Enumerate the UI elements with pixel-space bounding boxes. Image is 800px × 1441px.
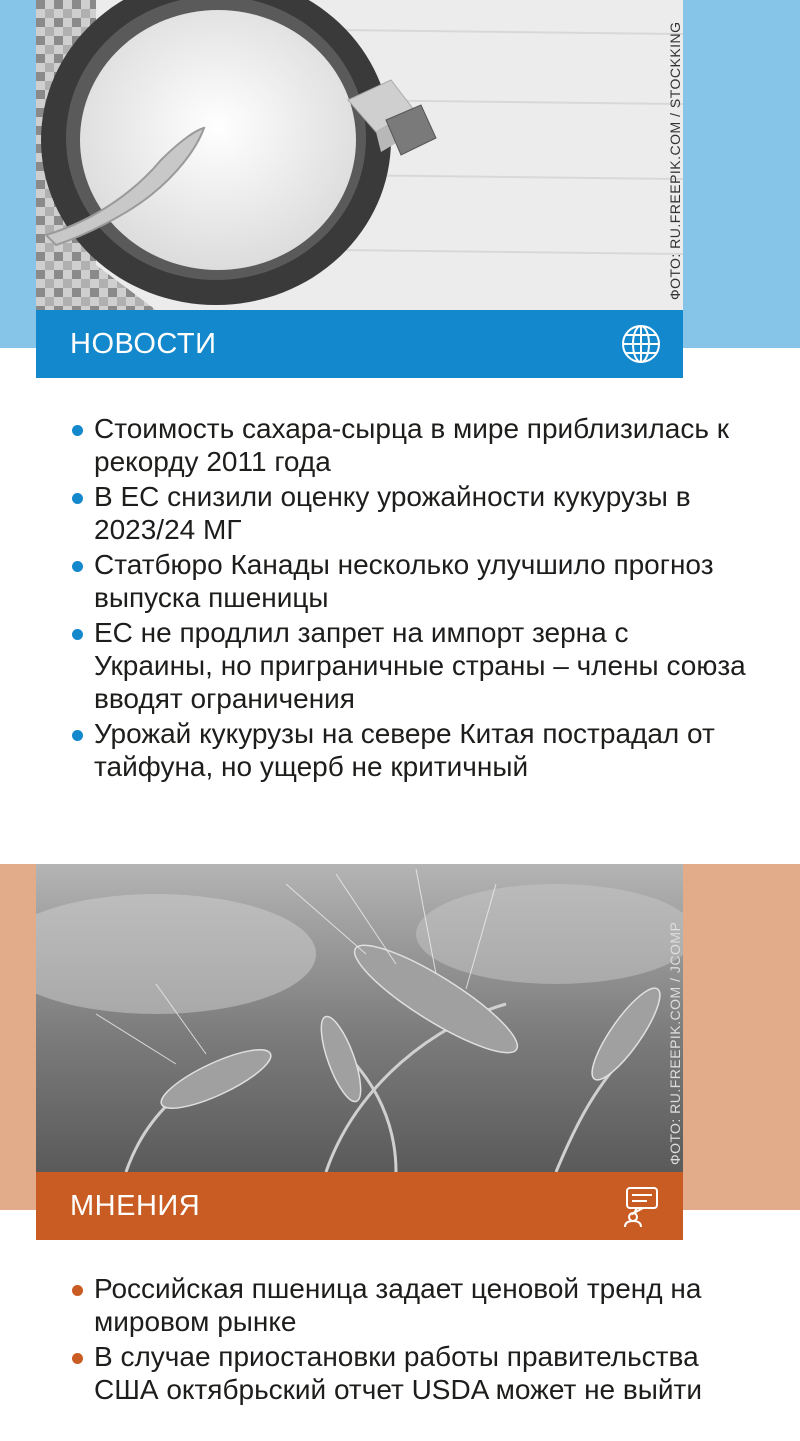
wheat-field-photo [36,864,683,1172]
news-item: Стоимость сахара-сырца в мире приблизилась к рекорду 2011 года [72,412,752,478]
news-section-title: НОВОСТИ [70,327,217,360]
news-item: Статбюро Канады несколько улучшило прогноз выпуска пшеницы [72,548,752,614]
opinions-section-header [36,1172,683,1240]
opinion-item: В случае приостановки работы правительства США октябрьский отчет USDA может не выйти [72,1340,752,1406]
opinion-item: Российская пшеница задает ценовой тренд на мировом рынке [72,1272,752,1338]
opinions-section-title: МНЕНИЯ [70,1189,201,1222]
opinions-photo-credit: ФОТО: RU.FREEPIK.COM / JCOMP [667,921,683,1165]
speech-person-icon [619,1184,663,1228]
news-item: Урожай кукурузы на севере Китая пострадал от тайфуна, но ущерб не критичный [72,717,752,783]
news-list [72,412,752,785]
news-item: ЕС не продлил запрет на импорт зерна с Украины, но приграничные страны – члены союза вводят ограничения [72,616,752,715]
news-section-header [36,310,683,378]
sugar-bowl-photo [36,0,683,310]
news-photo-credit: ФОТО: RU.FREEPIK.COM / STOCKKING [667,21,683,300]
opinions-list [72,1272,752,1408]
news-item: В ЕС снизили оценку урожайности кукурузы в 2023/24 МГ [72,480,752,546]
globe-icon [619,322,663,366]
